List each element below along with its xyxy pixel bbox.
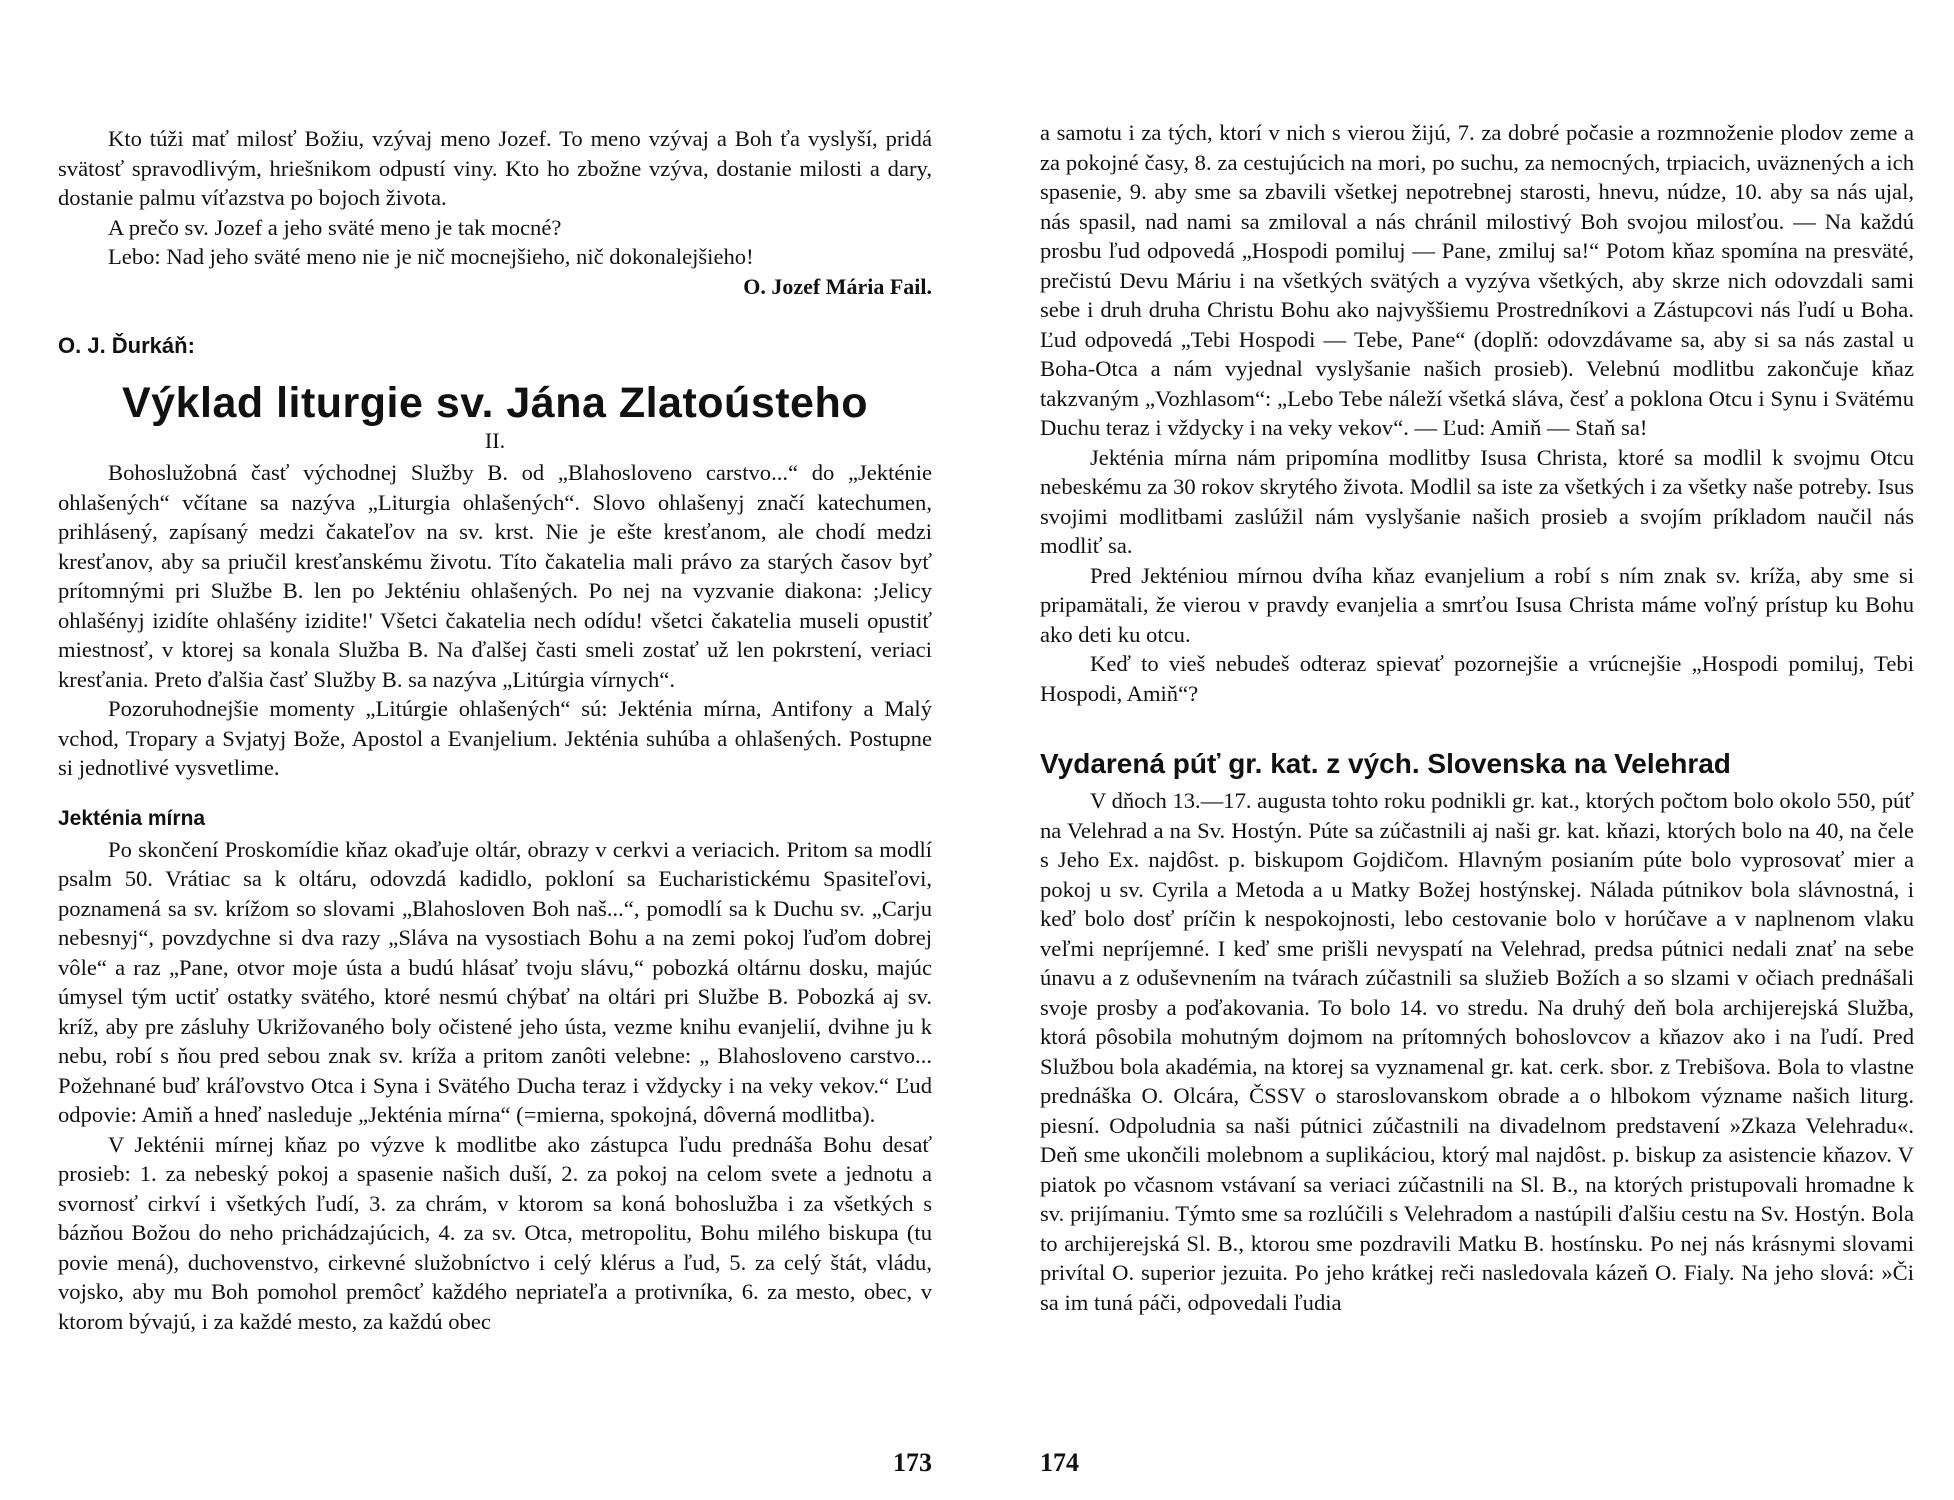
paragraph: Jekténia mírna nám pripomína modlitby Isusa Christa, ktoré sa modlil k svojmu Otcu nebeskému za 30 rokov skrytého života. Modlil sa iste za všetkých i za všetky naše potreby. Isus svojimi modlitbami zaslúžil nám vyslyšanie našich prosieb a svojím príkladom naučil nás modliť sa. xyxy=(1040,444,1914,558)
signature: O. Jozef Mária Fail. xyxy=(743,273,932,299)
left-page-footer xyxy=(58,0,932,1500)
paragraph: Bohoslužobná časť východnej Služby B. od „Blahosloveno carstvo...“ do „Jekténie ohlašených“ včítane sa nazýva „Liturgia ohlašených“. Slovo ohlašenyj značí katechumen, prihlásený, zapísaný medzi čakateľov na sv. krst. Nie je ešte kresťanom, ale chodí medzi kresťanov, aby sa priučil kresťanskému životu. Títo čakatelia mali právo za starých časov byť prítomnými pri Službe B. len po Jekténiu ohlašených. Po nej na vyzvanie diakona: ;Jelicy ohlašényj izidíte ohlašény izidite!' Všetci čakatelia nech odídu! všetci čakatelia museli opustiť miestnosť, v ktorej sa konala Služba B. Na ďalšej časti smeli zostať už len pokrstení, veriaci kresťania. Preto ďalšia časť Služby B. sa nazýva „Litúrgia vírnych“. xyxy=(58,460,932,692)
article-title-pilgrimage: Vydarená púť gr. kat. z vých. Slovenska na Velehrad xyxy=(1040,748,1731,779)
paragraph: Pred Jekténiou mírnou dvíha kňaz evanjelium a robí s ním znak sv. kríža, aby sme si pripamätali, že vierou v pravdy evanjelia a smrťou Isusa Christa máme voľný prístup ku Bohu ako deti ku otcu. xyxy=(1040,562,1914,647)
article-author: O. J. Ďurkáň: xyxy=(58,333,195,358)
article-title-liturgy: Výklad liturgie sv. Jána Zlatoústeho xyxy=(121,379,869,427)
paragraph: Po skončení Proskomídie kňaz okaďuje oltár, obrazy v cerkvi a veriacich. Pritom sa modlí psalm 50. Vrátiac sa k oltáru, odovzdá kadidlo, pokloní sa Eucharistickému Spasiteľovi, poznamená sa sv. krížom so slovami „Blahosloven Boh naš...“, pomodlí sa k Duchu sv. „Carju nebesnyj“, povzdychne si dva razy „Sláva na vysostiach Bohu a na zemi pokoj ľuďom dobrej vôle“ a raz „Pane, otvor moje ústa a budú hlásať tvoju slávu,“ pobozká oltárnu dosku, majúc úmysel tým uctiť ostatky svätého, ktoré nesmú chýbať na oltári pri Službe B. Pobozká aj sv. kríž, aby pre zásluhy Ukrižovaného boly očistené jeho ústa, vezme knihu evanjelií, dvihne ju k nebu, robí s ňou pred sebou znak sv. kríža a pritom zanôti velebne: „ Blahosloveno carstvo... Požehnané buď kráľovstvo Otca i Syna i Svätého Ducha teraz i vždycky i na veky vekov.“ Ľud odpovie: Amiň a hneď nasleduje „Jekténia mírna“ (=mierna, spokojná, dôverná modlitba). xyxy=(58,836,932,1127)
paragraph: Pozoruhodnejšie momenty „Litúrgie ohlašených“ sú: Jekténia mírna, Antifony a Malý vchod, Tropary a Svjatyj Bože, Apostol a Evanjelium. Jekténia suhúba a ohlašených. Postupne si jednotlivé vysvetlime. xyxy=(58,696,932,780)
paragraph: V dňoch 13.—17. augusta tohto roku podnikli gr. kat., ktorých počtom bolo okolo 550, púť na Velehrad a na Sv. Hostýn. Púte sa zúčastnili aj naši gr. kat. kňazi, ktorých bolo na 40, na čele s Jeho Ex. najdôst. p. biskupom Gojdičom. Hlavným posianím púte bolo vyprosovať mier a pokoj u sv. Cyrila a Metoda a u Matky Božej hostýnskej. Nálada pútnikov bola slávnostná, i keď bolo dosť príčin k nespokojnosti, lebo cestovanie bolo v horúčave a v naplnenom vlaku veľmi nepríjemné. I keď sme prišli nevyspatí na Velehrad, predsa pútnici nedali znať na sebe únavu a z oduševnením na tvárach zúčastnili sa služieb Božích a so slzami v očiach prednášali svoje prosby a poďakovania. To bolo 14. vo stredu. Na druhý deň bola archijerejská Služba, ktorá pôsobila mohutným dojmom na prítomných bohoslovcov a kňazov ako i na ľudí. Pred Službou bola akadémia, na ktorej sa vyznamenal gr. kat. cerk. sbor. z Trebišova. Bola to vlastne prednáška O. Olcára, ČSSV o staroslovanskom obrade a o hlbokom význame našich liturg. piesní. Odpoludnia sa naši pútnici zúčastnili na divadelnom predstavení »Zkaza Velehradu«. Deň sme ukončili molebnom a suplikáciou, ktorý mal najdôst. p. biskup za asistencie kňazov. V piatok po včasnom vstávaní sa veriaci zúčastnili na Sl. B., na ktorých pristupovali hromadne k sv. prijímaniu. Týmto sme sa rozlúčili s Velehradom a nastúpili ďalšiu cestu na Sv. Hostýn. Bola to archijerejská Sl. B., ktorou sme pozdravili Matku B. hostínsku. Po nej nás krásnymi slovami privítal O. superior jezuita. Po jeho krátkej reči nasledovala kázeň O. Fialy. Na jeho slová: »Či sa im tuná páči, odpovedali ľudia xyxy=(1040,788,1914,1315)
section-heading: Jekténia mírna xyxy=(58,806,206,830)
page-number: 174 xyxy=(1040,1448,1079,1477)
paragraph: Keď to vieš nebudeš odteraz spievať pozornejšie a vrúcnejšie „Hospodi pomiluj, Tebi Hospodi, Amiň“? xyxy=(1040,651,1914,706)
right-page-footer xyxy=(1040,0,1914,1500)
page-number: 173 xyxy=(893,1448,932,1477)
paragraph: V Jekténii mírnej kňaz po výzve k modlitbe ako zástupca ľudu prednáša Bohu desať prosieb: 1. za nebeský pokoj a spasenie našich duší, 2. za pokoj na celom svete a jednotu a svornosť cirkví i všetkých ľudí, 3. za chrám, v ktorom sa koná bohoslužba i za všetkých s bázňou Božou do neho prichádzajúcich, 4. za sv. Otca, metropolitu, Bohu milého biskupa (tu povie mená), duchovenstvo, cirkevné služobníctvo i celý klérus a ľud, 5. za celý štát, vládu, vojsko, aby mu Boh pomohol premôcť každého nepriateľa a protivníka, 6. za mesto, obec, v ktorom bývajú, i za každé mesto, za každú obec xyxy=(58,1131,932,1334)
paragraph: a samotu i za tých, ktorí v nich s vierou žijú, 7. za dobré počasie a rozmnoženie plodov zeme a za pokojné časy, 8. za cestujúcich na mori, po suchu, za nemocných, trpiacich, uväznených a ich spasenie, 9. aby sme sa zbavili všetkej nepotrebnej starosti, hnevu, núdze, 10. aby sa nás ujal, nás spasil, nad nami sa zmiloval a nás chránil milostivý Boh svojou milosťou. — Na každú prosbu ľud odpovedá „Hospodi pomiluj — Pane, zmiluj sa!“ Potom kňaz spomína na presväté, prečistú Devu Máriu i na všetkých svätých a vyzýva všetkých, aby skrze nich odovzdali sami sebe i druh druha Christu Bohu ako najvyššiemu Prostredníkovi a Zástupcovi nás ľudí u Boha. Ľud odpovedá „Tebi Hospodi — Tebe, Pane“ (doplň: odovzdávame sa, aby si sa nás zastal u Boha-Otca a nám vyjednal vyslyšanie našich prosieb). Velebnú modlitbu zakončuje kňaz takzvaným „Vozhlasom“: „Lebo Tebe náleží všetká sláva, česť a poklona Otcu i Synu i Svätému Duchu teraz i vždycky i na veky vekov“. — Ľud: Amiň — Staň sa! xyxy=(1040,120,1914,440)
answer-line: Lebo: Nad jeho sväté meno nie je nič mocnejšieho, nič dokonalejšieho! xyxy=(108,244,754,269)
intro-paragraph: Kto túži mať milosť Božiu, vzývaj meno Jozef. To meno vzývaj a Boh ťa vyslyší, pridá svätosť spravodlivým, hriešnikom odpustí viny. Kto ho zbožne vzýva, dostanie milosti a dary, dostanie palmu víťazstva po bojoch života. xyxy=(58,126,932,210)
part-number: II. xyxy=(484,428,506,453)
question-line: A prečo sv. Jozef a jeho sväté meno je tak mocné? xyxy=(108,214,562,240)
